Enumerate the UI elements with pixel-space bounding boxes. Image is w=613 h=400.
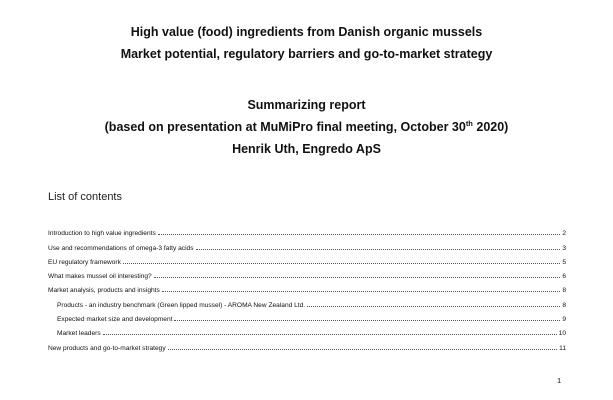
toc-leader-dots [196,248,561,250]
toc-entry-page: 10 [558,330,566,338]
toc-entry-page: 6 [562,273,566,281]
toc-leader-dots [307,305,560,307]
subtitle-line-1: Summarizing report [247,98,366,112]
toc-entry-market-leaders[interactable] [48,323,566,337]
toc-entry-text: EU regulatory framework [48,258,121,266]
toc-leader-dots [154,276,561,278]
toc-leader-dots [158,233,561,235]
toc-heading: List of contents [48,191,122,203]
toc-entry-products-benchmark[interactable] [48,294,566,308]
toc-entry-mussel-oil[interactable] [48,266,566,280]
toc-entry-text: Products - an industry benchmark (Green lipped mussel) - AROMA New Zealand Ltd. [57,301,306,309]
toc-entry-page: 5 [562,258,566,266]
subtitle-line-2-text: (based on presentation at MuMiPro final meeting, October 30 [104,120,466,134]
title-line-1: High value (food) ingredients from Danish organic mussels [130,25,483,39]
toc-entry-page: 9 [562,316,566,324]
toc-leader-dots [123,262,560,264]
toc-leader-dots [174,319,560,321]
toc-leader-dots [168,348,557,350]
toc-entry-page: 2 [562,230,566,238]
toc-entry-new-products[interactable] [48,337,566,351]
title-line-2: Market potential, regulatory barriers and go-to-market strategy [120,47,493,61]
toc-entry-page: 11 [559,344,566,352]
toc-entry-omega3[interactable] [48,237,566,251]
report-title [0,21,613,65]
toc-entry-text: What makes mussel oil interesting? [48,273,152,281]
toc-entry-text: Expected market size and development [57,316,173,324]
toc-entry-text: New products and go-to-market strategy [48,344,166,352]
toc-entry-market-size[interactable] [48,309,566,323]
ordinal-suffix: th [465,118,473,128]
author-line: Henrik Uth, Engredo ApS [232,142,381,156]
toc-entry-introduction[interactable] [48,223,566,237]
toc-entry-eu-regulatory[interactable] [48,252,566,266]
page-number: 1 [557,376,562,385]
toc-leader-dots [162,290,561,292]
toc-entry-text: Use and recommendations of omega-3 fatty acids [48,244,194,252]
report-subtitle [0,94,613,160]
table-of-contents [48,223,566,352]
toc-entry-market-analysis[interactable] [48,280,566,294]
toc-entry-page: 8 [562,287,566,295]
toc-entry-page: 3 [562,244,566,252]
subtitle-line-2-end: 2020) [472,120,509,134]
toc-entry-text: Introduction to high value ingredients [48,230,156,238]
toc-leader-dots [103,333,557,335]
subtitle-line-2 [0,116,613,138]
toc-entry-page: 8 [562,301,566,309]
toc-entry-text: Market analysis, products and insights [48,287,160,295]
toc-entry-text: Market leaders [57,330,101,338]
